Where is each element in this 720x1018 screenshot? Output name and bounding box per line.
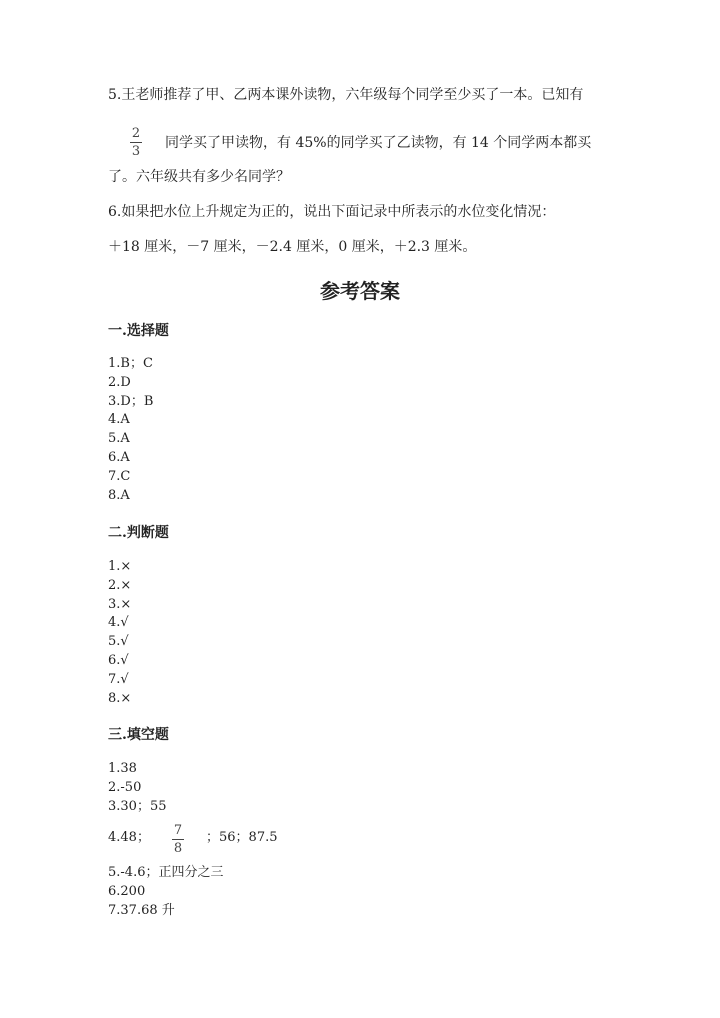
answer-item: 4.√ <box>108 615 129 631</box>
answer-item: 3.D；B <box>108 393 154 409</box>
answer-item: 1.B；C <box>108 356 153 371</box>
fraction-denominator: 8 <box>173 841 183 856</box>
answer-item: 7.37.68 升 <box>108 902 175 918</box>
fraction-numerator: 7 <box>173 823 183 838</box>
answer-item: 7.√ <box>108 671 129 687</box>
section-2-title: 二.判断题 <box>108 525 169 541</box>
answer-item: 8.× <box>108 690 132 706</box>
answer-item: 1.× <box>108 559 132 574</box>
fraction-bar <box>172 839 184 840</box>
section-1-answers <box>108 355 153 505</box>
fraction-seven-eighths <box>172 823 184 856</box>
answer-item: 6.200 <box>108 883 146 899</box>
fraction-denominator: 3 <box>131 144 141 159</box>
question-5-line-2: 同学买了甲读物，有 45%的同学买了乙读物，有 14 个同学两本都买 <box>165 135 592 151</box>
question-6-line-2: ＋18 厘米，－7 厘米，－2.4 厘米，0 厘米，＋2.3 厘米。 <box>108 239 477 255</box>
answer-item: 8.A <box>108 487 130 503</box>
answer-item: 5.-4.6；正四分之三 <box>108 865 224 880</box>
fraction-two-thirds <box>130 126 142 159</box>
section-2-answers <box>108 558 131 708</box>
answer-item: 2.× <box>108 577 132 593</box>
section-3-title: 三.填空题 <box>108 727 169 743</box>
section-1-title: 一.选择题 <box>108 323 169 339</box>
fraction-bar <box>130 142 142 143</box>
section-3-answers-b <box>108 864 223 920</box>
answer-item: 6.√ <box>108 652 129 668</box>
answer-item: 4.A <box>108 412 130 428</box>
answer-4-prefix: 4.48； <box>108 830 150 845</box>
question-6-line-1: 6.如果把水位上升规定为正的，说出下面记录中所表示的水位变化情况： <box>108 204 556 220</box>
answer-4-suffix: ；56；87.5 <box>206 830 278 845</box>
answer-item: 5.√ <box>108 634 129 650</box>
question-5-line-3: 了。六年级共有多少名同学？ <box>108 169 290 185</box>
answer-item: 2.-50 <box>108 779 142 795</box>
fraction-numerator: 2 <box>131 126 141 141</box>
question-5-line-1: 5.王老师推荐了甲、乙两本课外读物，六年级每个同学至少买了一本。已知有 <box>108 87 584 103</box>
answer-item: 1.38 <box>108 761 137 776</box>
answer-item: 2.D <box>108 374 131 390</box>
answer-item: 3.× <box>108 596 132 612</box>
answer-item: 5.A <box>108 431 130 447</box>
answer-item: 6.A <box>108 449 130 465</box>
answers-title: 参考答案 <box>320 279 400 303</box>
answer-item: 7.C <box>108 468 131 484</box>
answer-item: 3.30；55 <box>108 798 167 814</box>
section-3-answers-a <box>108 760 167 816</box>
